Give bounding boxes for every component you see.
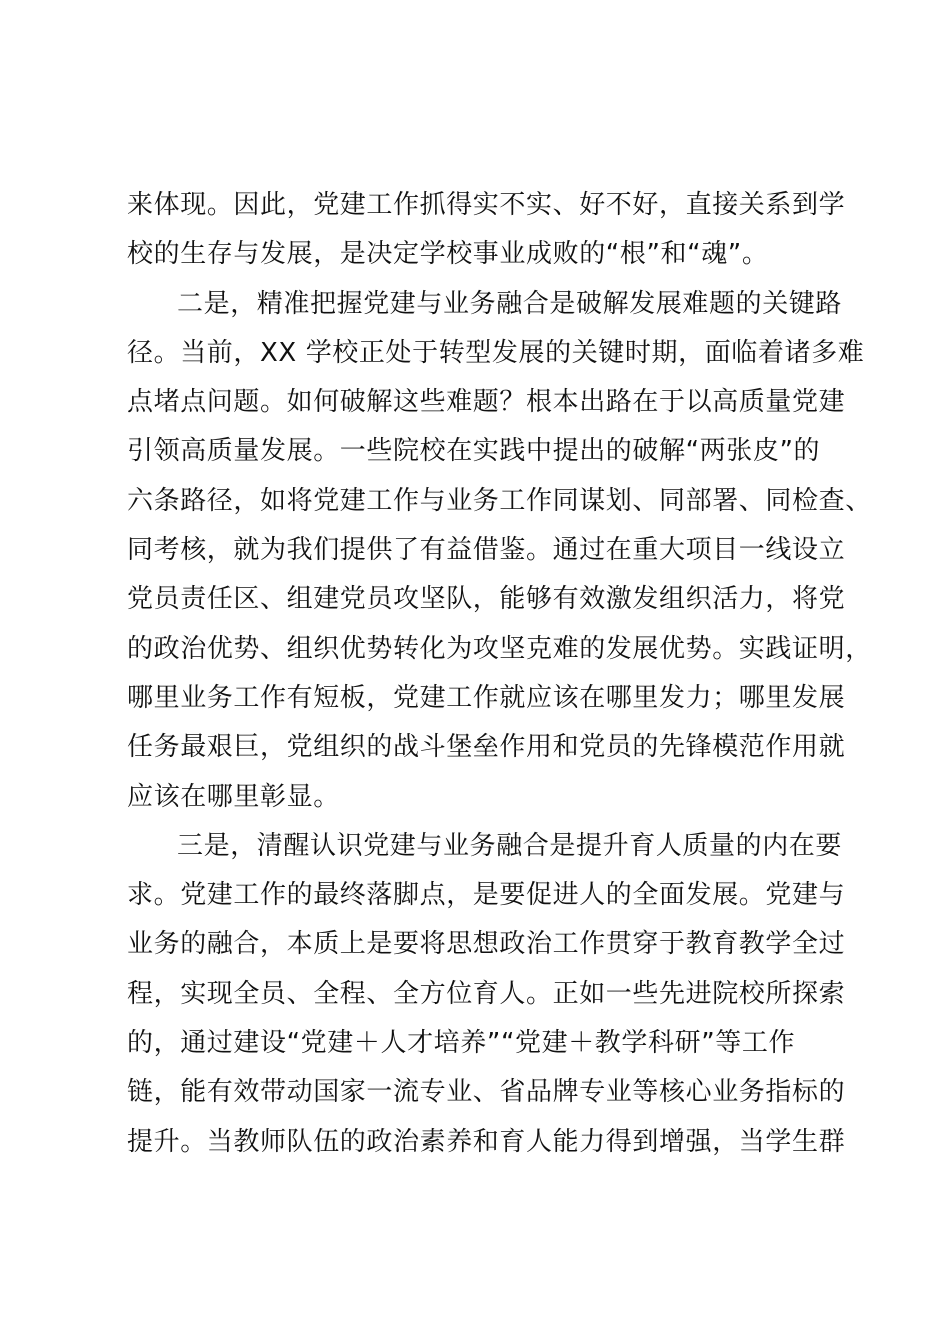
text-line: 链，能有效带动国家一流专业、省品牌专业等核心业务指标的 <box>127 1077 846 1108</box>
text-line: 业务的融合，本质上是要将思想政治工作贯穿于教育教学全过 <box>127 929 846 960</box>
text-line: 应该在哪里彰显。 <box>127 781 340 812</box>
text-line: 来体现。因此，党建工作抓得实不实、好不好，直接关系到学 <box>127 190 846 220</box>
text-line: 点堵点问题。如何破解这些难题？根本出路在于以高质量党建 <box>127 387 846 418</box>
text-line: 提升。当教师队伍的政治素养和育人能力得到增强，当学生群 <box>127 1126 846 1157</box>
paragraph-start-line: 二是，精准把握党建与业务融合是破解发展难题的关键路 <box>177 288 843 319</box>
text-line: 任务最艰巨，党组织的战斗堡垒作用和党员的先锋模范作用就 <box>127 732 846 763</box>
text-line: 引领高质量发展。一些院校在实践中提出的破解“两张皮”的 <box>127 436 821 467</box>
text-line: 党员责任区、组建党员攻坚队，能够有效激发组织活力，将党 <box>127 584 846 615</box>
text-line: 程，实现全员、全程、全方位育人。正如一些先进院校所探索 <box>127 978 846 1009</box>
body-text <box>127 181 872 1167</box>
paragraph-start-line: 三是，清醒认识党建与业务融合是提升育人质量的内在要 <box>177 830 843 861</box>
text-line: 的政治优势、组织优势转化为攻坚克难的发展优势。实践证明， <box>127 633 872 664</box>
text-line: 径。当前，XX 学校正处于转型发展的关键时期，面临着诸多难 <box>127 337 865 368</box>
text-line: 的，通过建设“党建＋人才培养”“党建＋教学科研”等工作 <box>127 1028 796 1059</box>
text-line: 校的生存与发展，是决定学校事业成败的“根”和“魂”。 <box>127 239 769 270</box>
text-line: 哪里业务工作有短板，党建工作就应该在哪里发力；哪里发展 <box>127 682 846 713</box>
text-line: 求。党建工作的最终落脚点，是要促进人的全面发展。党建与 <box>127 880 846 911</box>
text-line: 六条路径，如将党建工作与业务工作同谋划、同部署、同检查、 <box>127 485 872 516</box>
text-line: 同考核，就为我们提供了有益借鉴。通过在重大项目一线设立 <box>127 535 846 566</box>
